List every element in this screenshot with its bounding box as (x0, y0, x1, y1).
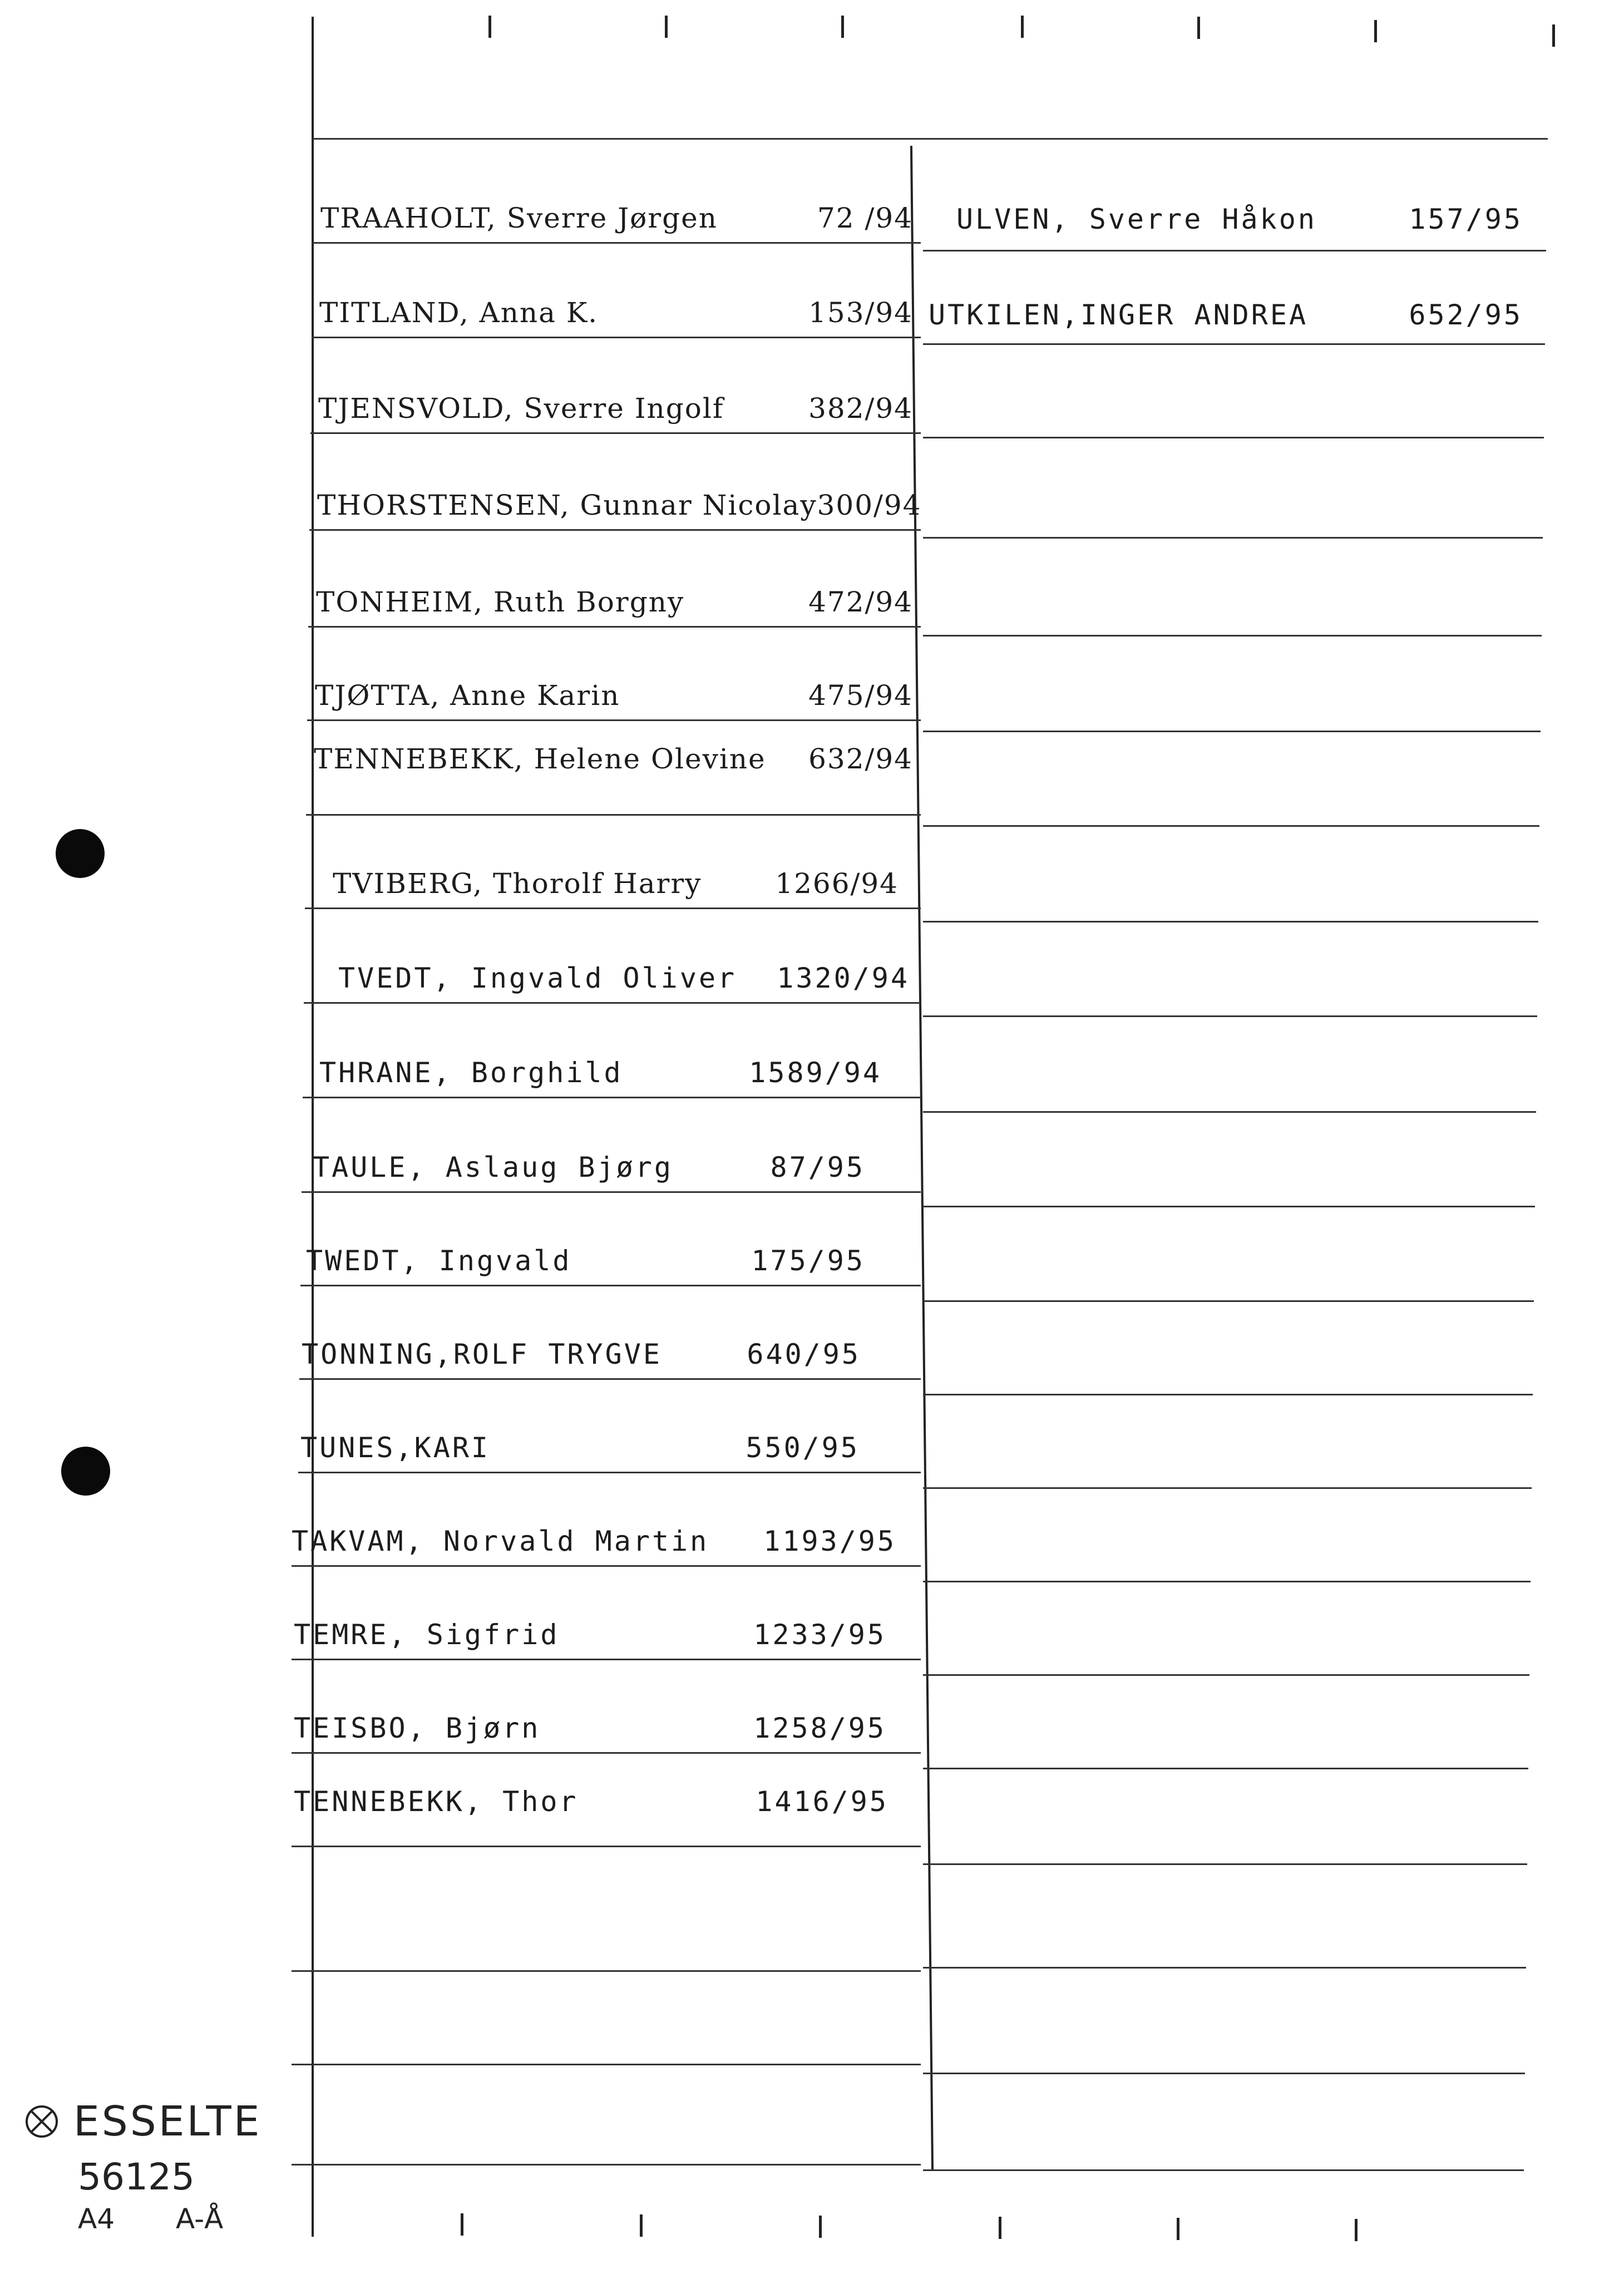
register-row (923, 1676, 1528, 1769)
deceased-name: TITLAND, Anna K. (319, 297, 599, 329)
case-number: 175/95 (751, 1245, 865, 1277)
binder-hole (56, 829, 105, 878)
case-number: 382/94 (808, 392, 913, 425)
deceased-name: TENNEBEKK, Thor (294, 1785, 579, 1818)
case-number: 1320/94 (777, 962, 910, 994)
register-row (923, 1208, 1534, 1302)
case-number: 153/94 (808, 297, 913, 329)
case-number: 632/94 (808, 743, 913, 775)
case-number: 157/95 (1409, 203, 1523, 235)
bottom-tick-mark (819, 2216, 822, 2238)
case-number: 1589/94 (749, 1057, 882, 1089)
register-row (923, 2078, 1524, 2171)
deceased-name: TEMRE, Sigfrid (294, 1619, 560, 1651)
binder-hole (61, 1447, 110, 1496)
bottom-tick-mark (1355, 2219, 1358, 2241)
register-row (302, 1099, 921, 1193)
register-row (312, 245, 921, 338)
case-number: 550/95 (746, 1432, 860, 1464)
deceased-name: TJØTTA, Anne Karin (315, 679, 620, 712)
top-tick-mark (665, 16, 668, 38)
case-number: 1266/94 (775, 867, 899, 900)
register-row (923, 639, 1541, 732)
register-row (923, 1114, 1535, 1207)
top-tick-mark (1374, 20, 1377, 42)
top-tick-mark (488, 16, 491, 38)
product-code: 56125 (78, 2155, 195, 2198)
deceased-name: UTKILEN,INGER ANDREA (929, 299, 1309, 331)
case-number: 475/94 (808, 679, 913, 712)
register-row (923, 1019, 1536, 1113)
deceased-name: TWEDT, Ingvald (306, 1245, 572, 1277)
register-row (923, 1582, 1529, 1676)
top-tick-mark (1021, 16, 1024, 38)
register-row (923, 924, 1537, 1017)
register-row (307, 629, 921, 721)
register-row (923, 1772, 1527, 1865)
top-tick-mark (1197, 17, 1200, 39)
top-tick-mark (841, 16, 844, 38)
register-row (292, 1567, 921, 1660)
bottom-tick-mark (640, 2214, 643, 2237)
bottom-tick-mark (461, 2213, 463, 2236)
esselte-imprint (22, 2098, 261, 2235)
register-row (292, 1878, 921, 1972)
deceased-name: TUNES,KARI (300, 1432, 491, 1464)
index-range: A-Å (176, 2203, 224, 2235)
register-row (292, 1754, 921, 1847)
register-row (305, 816, 921, 909)
deceased-name: TAKVAM, Norvald Martin (292, 1525, 709, 1557)
register-row (923, 1981, 1525, 2074)
register-row (923, 829, 1538, 923)
case-number: 300/94 (817, 489, 922, 521)
deceased-name: TVIBERG, Thorolf Harry (333, 867, 702, 900)
deceased-name: TEISBO, Bjørn (294, 1712, 541, 1744)
case-number: 1416/95 (756, 1785, 888, 1818)
register-row (304, 910, 921, 1004)
case-number: 87/95 (770, 1151, 865, 1183)
deceased-name: TJENSVOLD, Sverre Ingolf (318, 392, 724, 425)
register-row (309, 437, 921, 531)
case-number: 1258/95 (753, 1712, 886, 1744)
deceased-name: THRANE, Borghild (319, 1057, 623, 1089)
case-number: 652/95 (1409, 299, 1523, 331)
register-row (923, 1489, 1531, 1582)
deceased-name: ULVEN, Sverre Håkon (956, 203, 1317, 235)
register-row (292, 1972, 921, 2065)
register-row (292, 1473, 921, 1567)
paper-size: A4 (78, 2203, 115, 2235)
case-number: 472/94 (808, 586, 913, 618)
register-row (298, 1380, 921, 1473)
register-row (300, 1193, 921, 1286)
register-row (313, 150, 921, 244)
register-row (923, 1302, 1533, 1395)
deceased-name: TAULE, Aslaug Bjørg (313, 1151, 673, 1183)
register-row (306, 721, 921, 816)
register-row (923, 445, 1543, 539)
register-row (299, 1286, 921, 1380)
deceased-name: TVEDT, Ingvald Oliver (338, 962, 737, 994)
register-row (923, 1395, 1532, 1489)
table-top-line (313, 138, 1548, 140)
top-tick-mark (1552, 24, 1555, 47)
register-row (292, 2072, 921, 2165)
register-row (923, 345, 1544, 438)
deceased-name: TONHEIM, Ruth Borgny (316, 586, 685, 618)
case-number: 1193/95 (763, 1525, 896, 1557)
case-number: 640/95 (747, 1338, 861, 1370)
register-row (292, 1660, 921, 1754)
brand-name: ESSELTE (73, 2098, 262, 2145)
deceased-name: TRAAHOLT, Sverre Jørgen (320, 202, 718, 234)
register-row (303, 1005, 921, 1098)
register-row (308, 534, 921, 628)
register-row (923, 1875, 1526, 1969)
bottom-tick-mark (1177, 2218, 1179, 2240)
deceased-name: THORSTENSEN, Gunnar Nicolay (317, 489, 817, 521)
deceased-name: TONNING,ROLF TRYGVE (302, 1338, 662, 1370)
register-row (923, 158, 1546, 251)
esselte-logo-icon (22, 2102, 61, 2141)
register-row (923, 251, 1545, 345)
case-number: 72 /94 (817, 202, 913, 234)
deceased-name: TENNEBEKK, Helene Olevine (314, 743, 766, 775)
case-number: 1233/95 (753, 1619, 886, 1651)
bottom-tick-mark (999, 2217, 1001, 2239)
register-row (310, 341, 921, 434)
register-row (923, 733, 1539, 827)
register-row (923, 543, 1542, 637)
